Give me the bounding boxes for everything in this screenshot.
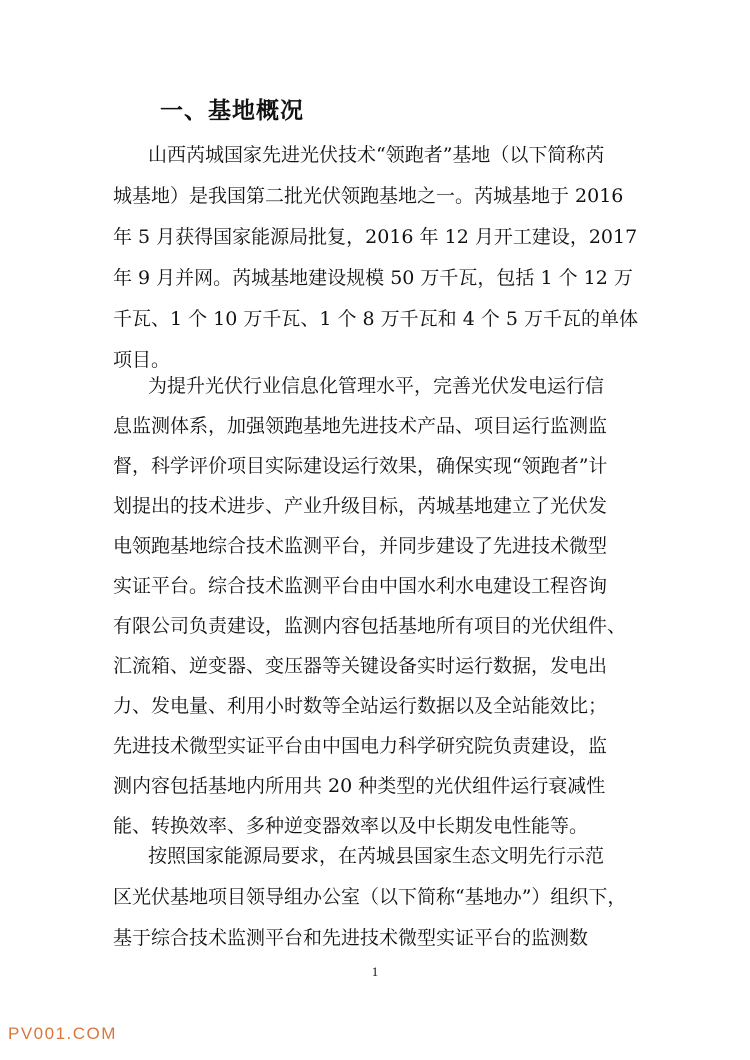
paragraph-line: 电领跑基地综合技术监测平台，并同步建设了先进技术微型 [113, 535, 608, 557]
paragraph-line: 能、转换效率、多种逆变器效率以及中长期发电性能等。 [113, 815, 589, 837]
page-number: 1 [371, 964, 379, 979]
paragraph-line: 力、发电量、利用小时数等全站运行数据以及全站能效比； [113, 695, 608, 717]
paragraph-line: 实证平台。综合技术监测平台由中国水利水电建设工程咨询 [113, 575, 608, 597]
paragraph-line: 划提出的技术进步、产业升级目标，芮城基地建立了光伏发 [113, 495, 608, 517]
watermark: PV001.COM [8, 1024, 117, 1043]
paragraph-line: 山西芮城国家先进光伏技术“领跑者”基地（以下简称芮 [148, 144, 605, 166]
paragraph-line: 区光伏基地项目领导组办公室（以下简称“基地办”）组织下， [113, 886, 627, 908]
paragraph-line: 项目。 [113, 349, 171, 371]
paragraph-line: 城基地）是我国第二批光伏领跑基地之一。芮城基地于 2016 [113, 185, 624, 207]
paragraph-line: 为提升光伏行业信息化管理水平，完善光伏发电运行信 [148, 375, 605, 397]
paragraph-line: 有限公司负责建设，监测内容包括基地所有项目的光伏组件、 [113, 615, 627, 637]
paragraph-line: 汇流箱、逆变器、变压器等关键设备实时运行数据，发电出 [113, 655, 608, 677]
paragraph-line: 年 5 月获得国家能源局批复，2016 年 12 月开工建设，2017 [113, 226, 638, 248]
paragraph-line: 测内容包括基地内所用共 20 种类型的光伏组件运行衰减性 [113, 775, 606, 797]
paragraph-line: 督，科学评价项目实际建设运行效果，确保实现“领跑者”计 [113, 455, 608, 477]
section-heading: 一、基地概况 [160, 98, 304, 124]
paragraph-line: 千瓦、1 个 10 万千瓦、1 个 8 万千瓦和 4 个 5 万千瓦的单体 [113, 308, 639, 330]
paragraph-line: 按照国家能源局要求，在芮城县国家生态文明先行示范 [148, 845, 605, 867]
paragraph-line: 基于综合技术监测平台和先进技术微型实证平台的监测数 [113, 927, 589, 949]
paragraph-line: 先进技术微型实证平台由中国电力科学研究院负责建设，监 [113, 735, 608, 757]
paragraph-line: 年 9 月并网。芮城基地建设规模 50 万千瓦，包括 1 个 12 万 [113, 267, 633, 289]
paragraph-line: 息监测体系，加强领跑基地先进技术产品、项目运行监测监 [113, 415, 608, 437]
